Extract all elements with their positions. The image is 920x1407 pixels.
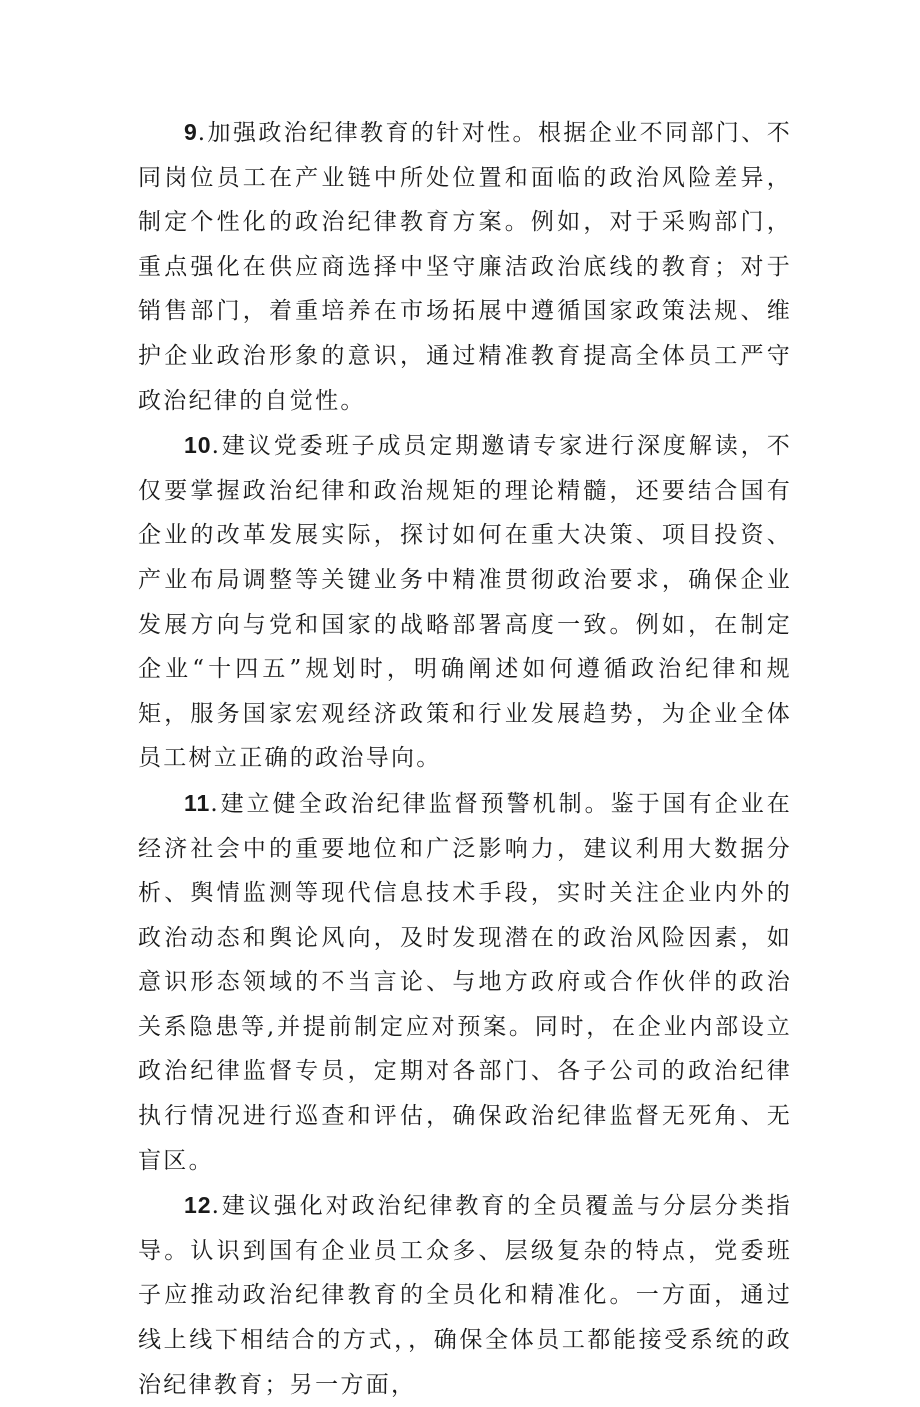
paragraph-text: .建议强化对政治纪律教育的全员覆盖与分层分类指导。认识到国有企业员工众多、层级复杂的特点，党委班子应推动政治纪律教育的全员化和精准化。一方面，通过线上线下相结合的方式，，确保全体员工都能接受系统的政治纪律教育；另一方面， bbox=[138, 1193, 792, 1398]
paragraph-number: 10 bbox=[184, 432, 212, 459]
paragraph-11 bbox=[138, 781, 792, 1183]
paragraph-number: 12 bbox=[184, 1192, 212, 1219]
paragraph-9 bbox=[138, 110, 792, 423]
paragraph-number: 11 bbox=[184, 789, 211, 816]
paragraph-text: .建立健全政治纪律监督预警机制。鉴于国有企业在经济社会中的重要地位和广泛影响力，建议利用大数据分析、舆情监测等现代信息技术手段，实时关注企业内外的政治动态和舆论风向，及时发现潜在的政治风险因素，如意识形态领域的不当言论、与地方政府或合作伙伴的政治关系隐患等,并提前制定应对预案。同时，在企业内部设立政治纪律监督专员，定期对各部门、各子公司的政治纪律执行情况进行巡查和评估，确保政治纪律监督无死角、无盲区。 bbox=[138, 790, 792, 1174]
paragraph-10 bbox=[138, 423, 792, 781]
paragraph-text: .建议党委班子成员定期邀请专家进行深度解读，不仅要掌握政治纪律和政治规矩的理论精髓，还要结合国有企业的改革发展实际，探讨如何在重大决策、项目投资、产业布局调整等关键业务中精准贯彻政治要求，确保企业发展方向与党和国家的战略部署高度一致。例如，在制定企业“十四五”规划时，明确阐述如何遵循政治纪律和规矩，服务国家宏观经济政策和行业发展趋势，为企业全体员工树立正确的政治导向。 bbox=[138, 433, 792, 772]
document-body bbox=[138, 110, 792, 1407]
paragraph-text: .加强政治纪律教育的针对性。根据企业不同部门、不同岗位员工在产业链中所处位置和面临的政治风险差异，制定个性化的政治纪律教育方案。例如，对于采购部门，重点强化在供应商选择中坚守廉洁政治底线的教育；对于销售部门，着重培养在市场拓展中遵循国家政策法规、维护企业政治形象的意识，通过精准教育提高全体员工严守政治纪律的自觉性。 bbox=[138, 120, 792, 414]
paragraph-number: 9 bbox=[184, 119, 198, 145]
paragraph-12 bbox=[138, 1183, 792, 1407]
